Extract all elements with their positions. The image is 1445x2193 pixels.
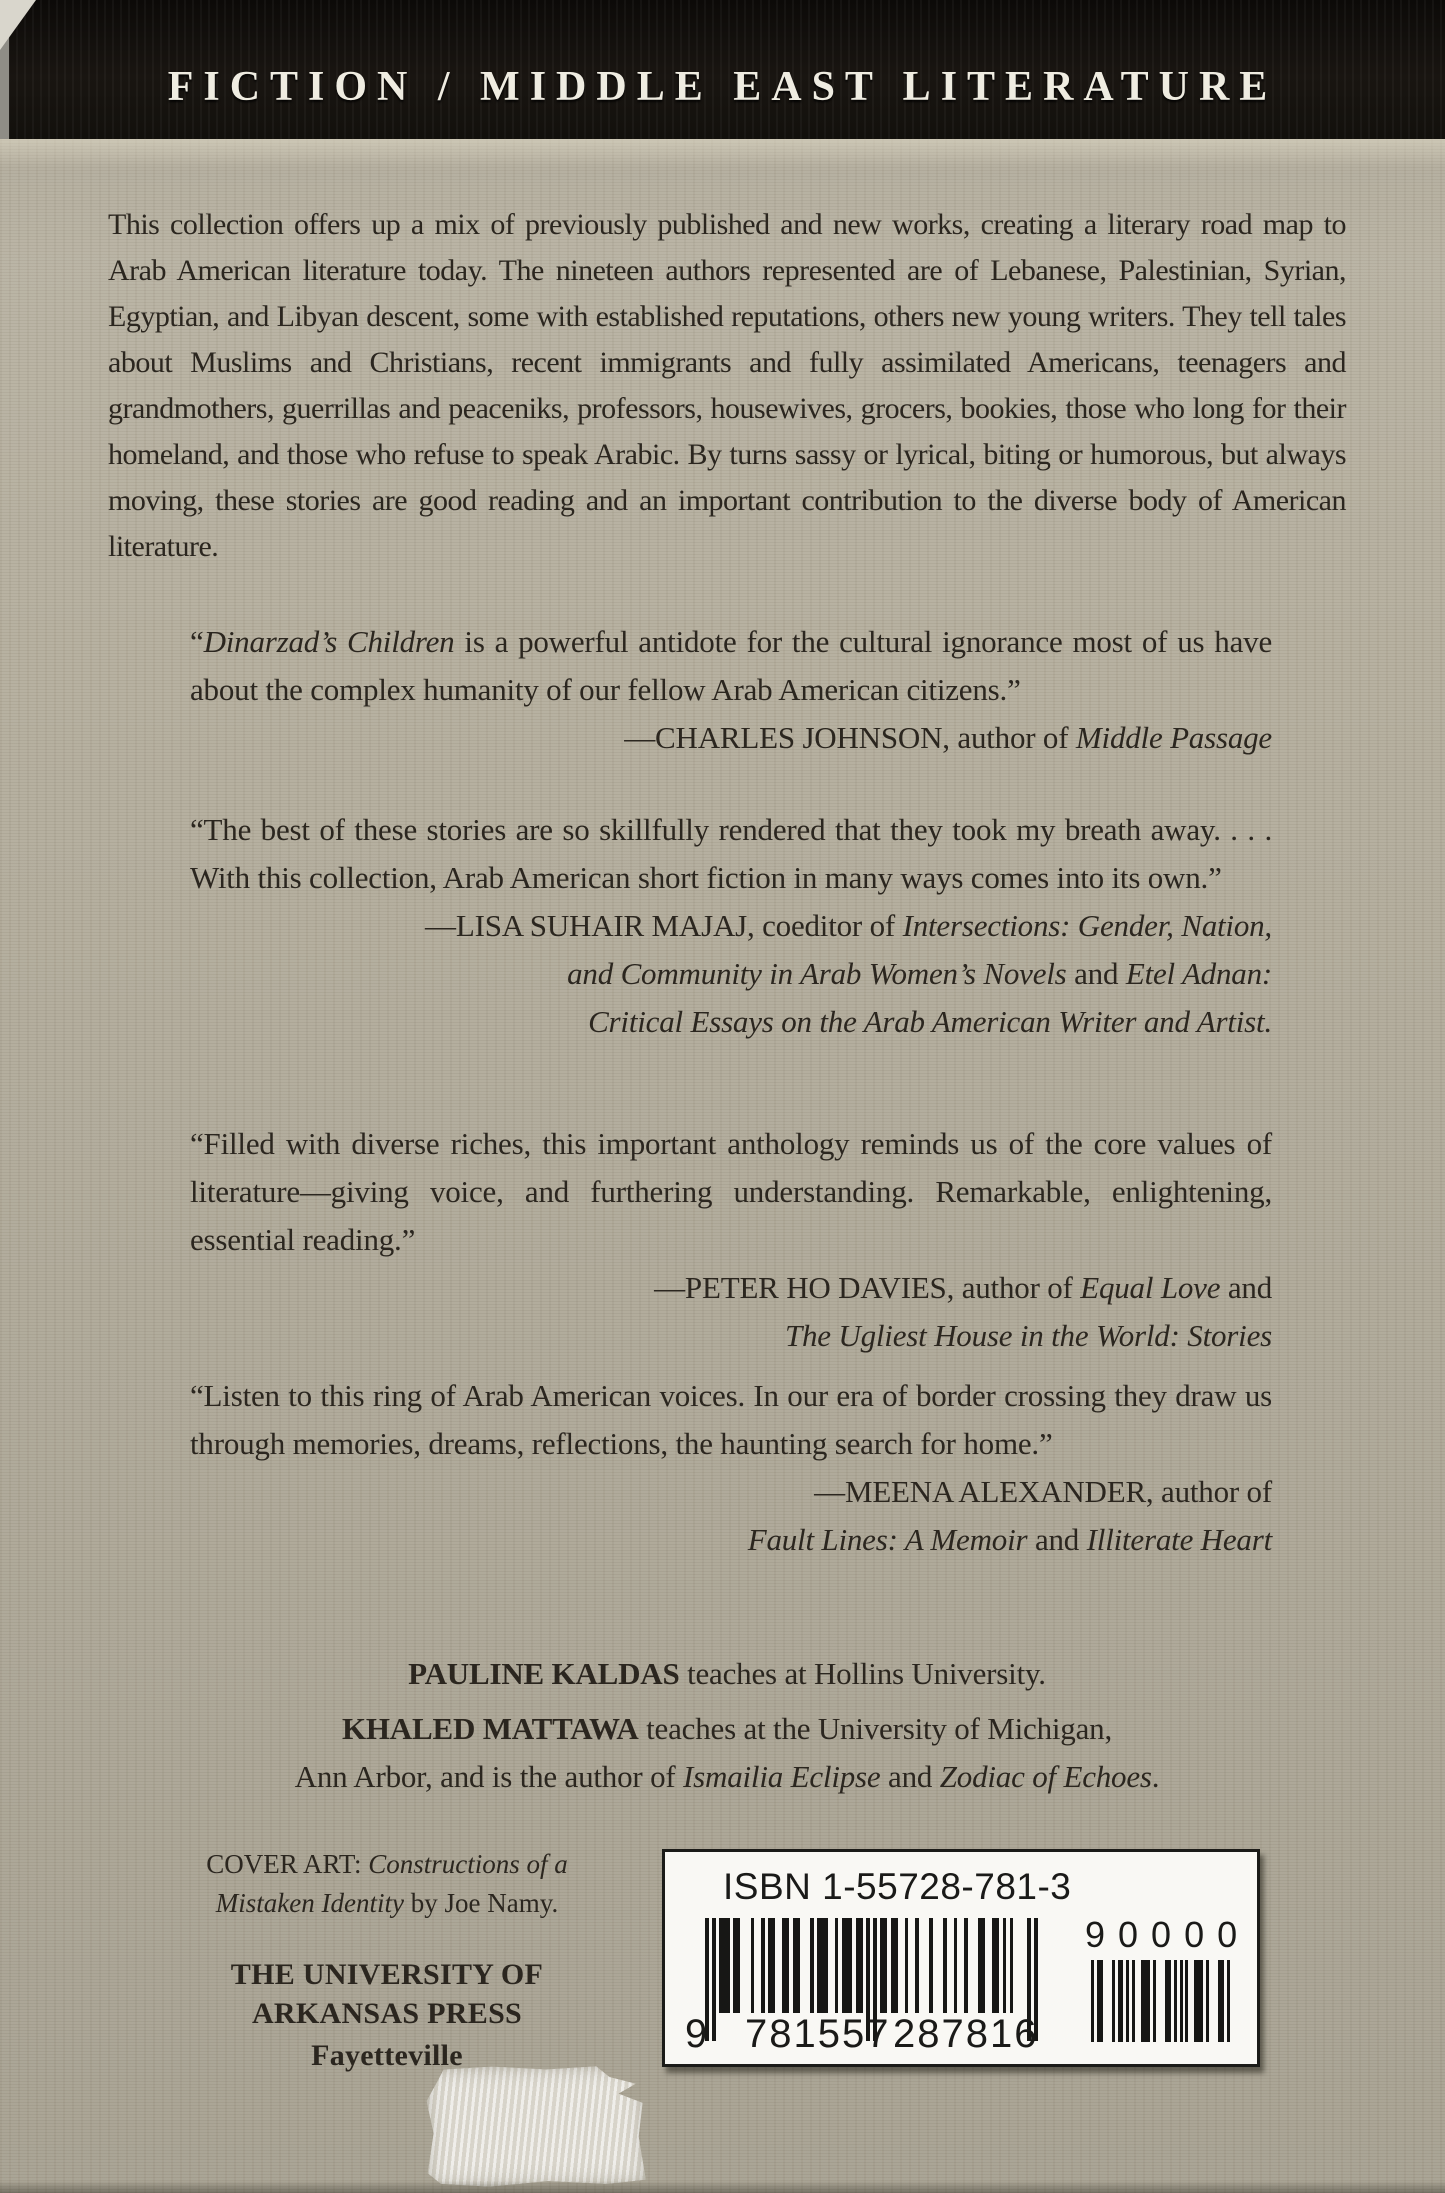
review-attribution: —MEENA ALEXANDER, author of Fault Lines: A Memoir and Illiterate Heart [747, 1474, 1272, 1557]
genre-banner-label: FICTION / MIDDLE EAST LITERATURE [167, 63, 1278, 110]
publisher-imprint [148, 1955, 626, 2075]
review-attribution: —PETER HO DAVIES, author of Equal Love and The Ugliest House in the World: Stories [654, 1270, 1272, 1353]
editor-bio-khaled-mattawa: KHALED MATTAWA teaches at the University of Michigan, Ann Arbor, and is the author of Ismailia Eclipse and Zodiac of Echoes. [294, 1711, 1160, 1794]
isbn-barcode-panel [662, 1849, 1260, 2067]
ean13-right-digits: 287816 [893, 2012, 1039, 2056]
scan-bottom-shadow [0, 2181, 1445, 2193]
publisher-name-line1: THE UNIVERSITY OF [230, 1958, 544, 1991]
review-quote-text: “Filled with diverse riches, this important anthology reminds us of the core values of literature—giving voice, and furthering understanding. Remarkable, enlightening, essential reading.” [190, 1126, 1272, 1257]
publisher-city: Fayetteville [311, 2039, 463, 2072]
scan-glare-band [0, 139, 1445, 167]
review-quote-charles-johnson [190, 618, 1272, 762]
ean13-left-digits: 781557 [745, 2012, 891, 2056]
review-attribution: —LISA SUHAIR MAJAJ, coeditor of Intersections: Gender, Nation, and Community in Arab Women’s Novels and Etel Adnan: Critical Essays on the Arab American Writer and Artist. [425, 908, 1272, 1039]
ean5-addon-barcode [1088, 1960, 1230, 2042]
book-description: This collection offers up a mix of previously published and new works, creating a literary road map to Arab American literature today. The nineteen authors represented are of Lebanese, Palestinian, Syrian, Egyptian, and Libyan descent, some with established reputations, others new young writers. They tell tales about Muslims and Christians, recent immigrants and fully assimilated Americans, teenagers and grandmothers, guerrillas and peaceniks, professors, housewives, grocers, bookies, those who long for their homeland, and those who refuse to speak Arabic. By turns sassy or lyrical, biting or humorous, but always moving, these stories are good reading and an important contribution to the diverse body of American literature. [108, 208, 1346, 563]
cover-art-credit: COVER ART: Constructions of a Mistaken Identity by Joe Namy. [206, 1849, 568, 1918]
review-attribution: —CHARLES JOHNSON, author of Middle Passage [624, 720, 1272, 755]
tape-scrap [426, 2064, 646, 2187]
publisher-name-line2: ARKANSAS PRESS [251, 1997, 523, 2030]
review-quote-peter-ho-davies [190, 1120, 1272, 1360]
ean5-addon-digits: 90000 [1085, 1914, 1251, 1955]
review-quote-text: “Dinarzad’s Children is a powerful antidote for the cultural ignorance most of us have about the complex humanity of our fellow Arab American citizens.” [190, 624, 1273, 707]
editor-bio-pauline-kaldas: PAULINE KALDAS teaches at Hollins University. [408, 1656, 1046, 1691]
ean13-lead-digit: 9 [685, 2012, 708, 2056]
review-quote-lisa-suhair-majaj [190, 806, 1272, 1046]
review-quote-meena-alexander [190, 1372, 1272, 1564]
review-quote-text: “Listen to this ring of Arab American voices. In our era of border crossing they draw us through memories, dreams, reflections, the haunting search for home.” [190, 1378, 1272, 1461]
review-quote-text: “The best of these stories are so skillfully rendered that they took my breath away. . . . With this collection, Arab American short fiction in many ways comes into its own.” [190, 812, 1272, 895]
editor-bios [108, 1650, 1346, 1801]
isbn-number-label: ISBN 1-55728-781-3 [723, 1866, 1072, 1907]
genre-banner [0, 0, 1445, 139]
